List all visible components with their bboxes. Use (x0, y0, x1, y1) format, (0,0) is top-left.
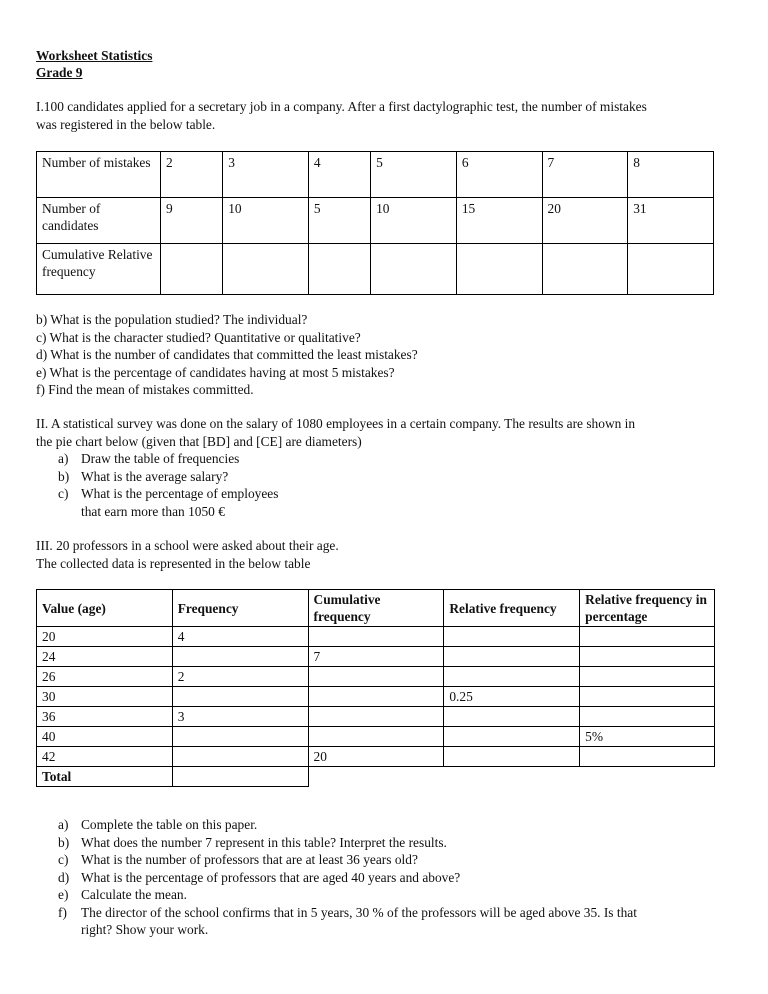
table-cell (308, 707, 444, 727)
table-cell (172, 727, 308, 747)
table-cell: 0.25 (444, 687, 580, 707)
table-cell: 10 (371, 198, 457, 244)
item-text: The director of the school confirms that in 5 years, 30 % of the professors will be aged above 35. Is that (81, 904, 637, 920)
section1-intro (36, 98, 736, 133)
table-cell: 5% (580, 727, 715, 747)
table-cell: 24 (37, 647, 173, 667)
list-item (36, 851, 746, 869)
empty-cell[interactable] (223, 244, 309, 295)
question-b: b) What is the population studied? The individual? (36, 312, 308, 327)
item-text: What is the percentage of professors that are aged 40 years and above? (81, 869, 461, 885)
table-cell: 4 (308, 152, 370, 198)
table-cell: 4 (172, 627, 308, 647)
empty-cell[interactable] (161, 244, 223, 295)
table-cell (308, 687, 444, 707)
row-label-candidates: Number of candidates (37, 198, 161, 244)
table-cell: 8 (628, 152, 714, 198)
worksheet-title: Worksheet Statistics (36, 48, 153, 63)
table-cell (580, 747, 715, 767)
table-cell (172, 747, 308, 767)
table-cell (172, 647, 308, 667)
list-item (36, 869, 746, 887)
table-cell (580, 667, 715, 687)
table-cell: 10 (223, 198, 309, 244)
table-cell: 5 (308, 198, 370, 244)
grade-label: Grade 9 (36, 65, 83, 80)
ages-table (36, 589, 715, 787)
table-cell: 6 (456, 152, 542, 198)
total-cell[interactable] (172, 767, 308, 787)
table-cell (444, 707, 580, 727)
list-item (36, 816, 746, 834)
list-item (36, 886, 746, 904)
section1-intro-line2: was registered in the below table. (36, 116, 216, 132)
item-text: What is the average salary? (81, 468, 229, 484)
header-value: Value (age) (37, 590, 173, 627)
item-text: What is the number of professors that are at least 36 years old? (81, 852, 418, 867)
item-letter: c) (58, 486, 69, 501)
table-cell (172, 687, 308, 707)
table-cell: 7 (542, 152, 628, 198)
item-letter: c) (58, 852, 69, 867)
item-letter: e) (58, 887, 69, 902)
section2 (36, 415, 736, 520)
section3-questions (36, 816, 746, 939)
question-f: f) Find the mean of mistakes committed. (36, 382, 254, 397)
table-cell: 7 (308, 647, 444, 667)
table-cell (580, 647, 715, 667)
header-percentage: Relative frequency in percentage (580, 590, 715, 627)
empty-cell[interactable] (456, 244, 542, 295)
question-d: d) What is the number of candidates that committed the least mistakes? (36, 347, 418, 362)
list-item (36, 468, 736, 486)
table-row (37, 707, 715, 727)
table-row (37, 627, 715, 647)
section2-list (36, 450, 736, 520)
table-cell: 20 (308, 747, 444, 767)
table-cell: 30 (37, 687, 173, 707)
section3-intro-line2: The collected data is represented in the below table (36, 555, 311, 571)
table-row (37, 747, 715, 767)
table-row (37, 198, 714, 244)
list-item (36, 485, 736, 520)
question-e: e) What is the percentage of candidates having at most 5 mistakes? (36, 364, 395, 380)
table-cell (444, 647, 580, 667)
table-cell: 15 (456, 198, 542, 244)
item-letter: b) (58, 834, 70, 850)
table-cell: 2 (172, 667, 308, 687)
empty-cell[interactable] (628, 244, 714, 295)
total-row (37, 767, 715, 787)
table-cell (444, 667, 580, 687)
table-cell: 40 (37, 727, 173, 747)
section2-intro-line1: II. A statistical survey was done on the salary of 1080 employees in a certain company. The results are shown in (36, 416, 636, 431)
table-header-row (37, 590, 715, 627)
table-row (37, 667, 715, 687)
list-item (36, 450, 736, 468)
item-letter: a) (58, 451, 69, 466)
table-cell (444, 747, 580, 767)
item-text: What is the percentage of employees (81, 486, 279, 501)
row-label-cumulative: Cumulative Relative frequency (37, 244, 161, 295)
table-cell: 20 (542, 198, 628, 244)
table-row (37, 152, 714, 198)
table-cell (580, 627, 715, 647)
question-c: c) What is the character studied? Quantitative or qualitative? (36, 329, 361, 345)
table-cell: 2 (161, 152, 223, 198)
header-cumulative: Cumulative frequency (308, 590, 444, 627)
table-cell: 20 (37, 627, 173, 647)
table-row (37, 244, 714, 295)
empty-cell[interactable] (371, 244, 457, 295)
item-letter: b) (58, 468, 70, 484)
header-relative: Relative frequency (444, 590, 580, 627)
item-text: Complete the table on this paper. (81, 817, 258, 832)
item-text: Draw the table of frequencies (81, 451, 240, 466)
table-cell: 26 (37, 667, 173, 687)
header-frequency: Frequency (172, 590, 308, 627)
section1-intro-line1: I.100 candidates applied for a secretary job in a company. After a first dactylographic test, the number of mistakes (36, 99, 647, 114)
item-letter: f) (58, 904, 67, 920)
table-cell: 9 (161, 198, 223, 244)
table-cell: 3 (223, 152, 309, 198)
table-cell (308, 627, 444, 647)
table-cell (580, 687, 715, 707)
item-text-cont: that earn more than 1050 € (81, 503, 225, 519)
empty-cell[interactable] (542, 244, 628, 295)
item-letter: a) (58, 817, 69, 832)
table-cell: 31 (628, 198, 714, 244)
mistakes-table (36, 151, 714, 295)
item-text: Calculate the mean. (81, 887, 187, 902)
table-cell: 5 (371, 152, 457, 198)
table-row (37, 687, 715, 707)
section2-intro-line2: the pie chart below (given that [BD] and [CE] are diameters) (36, 433, 362, 449)
table-cell: 3 (172, 707, 308, 727)
item-text-cont: right? Show your work. (81, 922, 209, 937)
list-item (36, 904, 746, 939)
table-cell (308, 667, 444, 687)
list-item (36, 834, 746, 852)
row-label-mistakes: Number of mistakes (37, 152, 161, 198)
empty-cell[interactable] (308, 244, 370, 295)
section3-intro-line1: III. 20 professors in a school were asked about their age. (36, 538, 339, 553)
section3-intro (36, 537, 736, 572)
table-cell (308, 727, 444, 747)
section1-questions (36, 311, 736, 399)
item-letter: d) (58, 869, 70, 885)
section3-list (36, 816, 746, 939)
table-row (37, 727, 715, 747)
item-text: What does the number 7 represent in this table? Interpret the results. (81, 834, 447, 850)
table-cell: 42 (37, 747, 173, 767)
table-cell (444, 627, 580, 647)
table-cell: 36 (37, 707, 173, 727)
total-label: Total (37, 767, 173, 787)
table-cell (580, 707, 715, 727)
table-cell (444, 727, 580, 747)
table-row (37, 647, 715, 667)
